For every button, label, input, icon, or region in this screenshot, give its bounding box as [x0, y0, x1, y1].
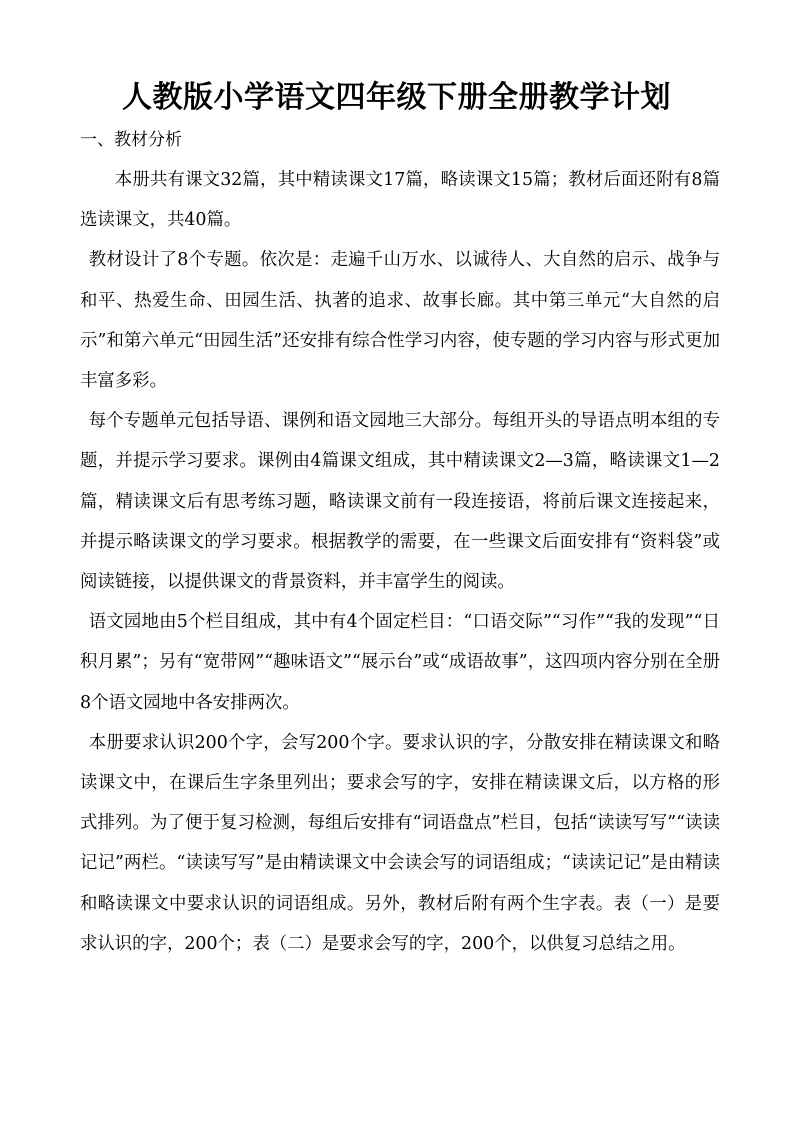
page-title: 人教版小学语文四年级下册全册教学计划 [122, 80, 671, 115]
paragraph-topics: 教材设计了8个专题。依次是：走遍千山万水、以诚待人、大自然的启示、战争与和平、热爱生命、田园生活、执著的追求、故事长廊。其中第三单元“大自然的启示”和第六单元“田园生活”还安排有综合性学习内容，使专题的学习内容与形式更加丰富多彩。 [80, 250, 720, 392]
body-text [80, 160, 720, 964]
paragraph-text-count: 本册共有课文32篇，其中精读课文17篇，略读课文15篇；教材后面还附有8篇选读课文，共40篇。 [80, 170, 720, 231]
paragraph-unit-structure: 每个专题单元包括导语、课例和语文园地三大部分。每组开头的导语点明本组的专题，并提示学习要求。课例由4篇课文组成，其中精读课文2—3篇，略读课文1—2篇，精读课文后有思考练习题，略读课文前有一段连接语，将前后课文连接起来，并提示略读课文的学习要求。根据教学的需要，在一些课文后面安排有“资料袋”或阅读链接，以提供课文的背景资料，并丰富学生的阅读。 [80, 411, 720, 593]
paragraph-character-requirements: 本册要求认识200个字，会写200个字。要求认识的字，分散安排在精读课文和略读课文中，在课后生字条里列出；要求会写的字，安排在精读课文后，以方格的形式排列。为了便于复习检测，每组后安排有“词语盘点”栏目，包括“读读写写”“读读记记”两栏。“读读写写”是由精读课文中会读会写的词语组成；“读读记记”是由精读和略读课文中要求认识的词语组成。另外，教材后附有两个生字表。表（一）是要求认识的字，200个；表（二）是要求会写的字，200个，以供复习总结之用。 [80, 732, 720, 954]
section-heading: 一、教材分析 [80, 130, 182, 150]
paragraph-language-garden: 语文园地由5个栏目组成，其中有4个固定栏目：“口语交际”“习作”“我的发现”“日积月累”；另有“宽带网”“趣味语文”“展示台”或“成语故事”，这四项内容分别在全册8个语文园地中各安排两次。 [80, 612, 720, 713]
